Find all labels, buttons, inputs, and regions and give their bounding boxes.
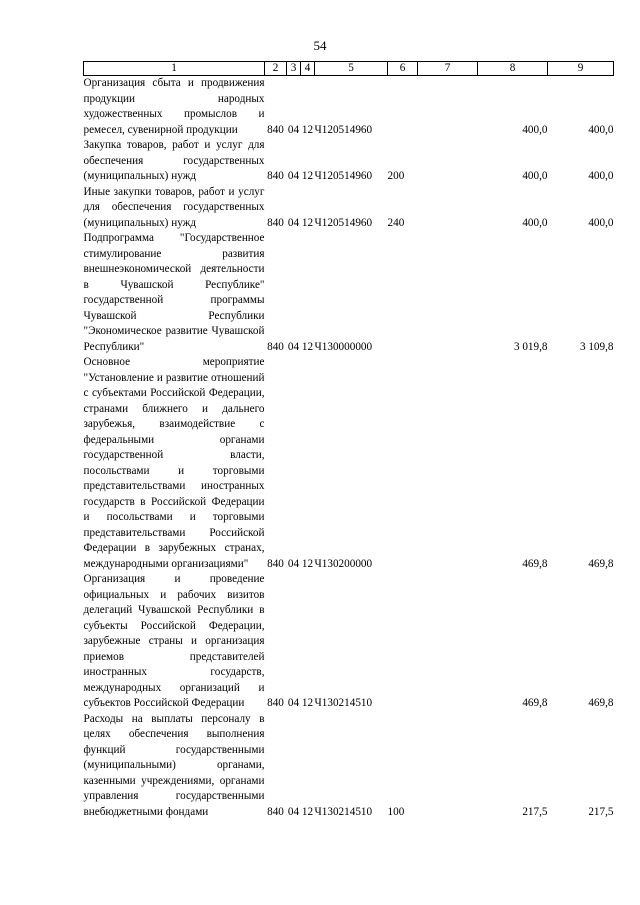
row-expense-type: 100: [387, 805, 405, 818]
page-number: 54: [313, 38, 327, 53]
row-ministry-code: 840: [267, 170, 284, 182]
row-ministry-code: 840: [267, 340, 284, 353]
row-section-code: 04: [287, 170, 300, 182]
column-header: 8: [478, 62, 548, 76]
row-target-code: Ч130214510: [314, 697, 373, 709]
table-row: [84, 76, 614, 139]
row-expense-type: 200: [387, 170, 405, 182]
table-row: [84, 712, 614, 821]
row-target-code: Ч120514960: [314, 123, 373, 136]
row-name: Подпрограмма "Государственное стимулирование развития внешнеэкономической деятельности в Чувашской Республике" государственной программы Чувашской Республики "Экономическое развитие Чувашской Республики": [83, 232, 265, 353]
row-amount-2: 400,0: [588, 170, 614, 182]
row-name: Расходы на выплаты персоналу в целях обеспечения выполнения функций государственными (муниципальными) органами, казенными учреждениями, органами управления государственными внебюджетными фондами: [83, 712, 265, 818]
row-col7: [418, 355, 478, 572]
table-header-row: [84, 62, 614, 76]
row-col7: [418, 138, 478, 185]
row-expense-type: 240: [387, 216, 405, 229]
row-col7: [418, 712, 478, 821]
row-expense-type: [388, 355, 418, 572]
row-section-code: 04: [287, 697, 300, 709]
row-expense-type: [388, 231, 418, 355]
table-row: [84, 138, 614, 185]
row-ministry-code: 840: [267, 216, 284, 229]
row-col7: [418, 231, 478, 355]
table-row: [84, 355, 614, 572]
row-name: Организация сбыта и продвижения продукции народных художественных промыслов и ремесел, сувенирной продукции: [83, 77, 265, 136]
row-target-code: Ч130000000: [314, 340, 373, 353]
budget-table: [83, 61, 614, 820]
column-header: 9: [548, 62, 614, 76]
column-header: 7: [418, 62, 478, 76]
row-name: Закупка товаров, работ и услуг для обеспечения государственных (муниципальных) нужд: [83, 139, 265, 182]
row-target-code: Ч130214510: [314, 805, 373, 818]
row-ministry-code: 840: [267, 805, 284, 818]
row-name: Основное мероприятие "Установление и развитие отношений с субъектами Российской Федерации, странами ближнего и дальнего зарубежья, взаимодействие с федеральными органами государственной власти, посольствами и торговыми представительствами иностранных государств в Российской Федерации и посольствами и торговыми представительствами Российской Федерации в зарубежных странах, международными организациями": [83, 356, 265, 570]
row-amount-1: 217,5: [522, 805, 548, 818]
row-section-code: 04: [287, 216, 300, 229]
row-target-code: Ч130200000: [314, 557, 373, 570]
row-ministry-code: 840: [267, 557, 284, 570]
table-row: [84, 572, 614, 712]
column-header: 5: [315, 62, 388, 76]
row-amount-2: 400,0: [588, 123, 614, 136]
row-subsection-code: 12: [301, 805, 314, 818]
row-target-code: Ч120514960: [314, 216, 373, 229]
row-subsection-code: 12: [301, 340, 314, 353]
row-amount-1: 469,8: [522, 697, 548, 709]
row-amount-1: 400,0: [522, 170, 548, 182]
row-amount-2: 3 109,8: [579, 340, 614, 353]
row-expense-type: [388, 76, 418, 139]
row-subsection-code: 12: [301, 216, 314, 229]
column-header: 6: [388, 62, 418, 76]
row-ministry-code: 840: [267, 123, 284, 136]
row-section-code: 04: [287, 123, 300, 136]
row-amount-1: 469,8: [522, 557, 548, 570]
row-subsection-code: 12: [301, 170, 314, 182]
column-header: 2: [265, 62, 287, 76]
table-row: [84, 185, 614, 232]
row-expense-type: [388, 572, 418, 712]
row-amount-1: 3 019,8: [513, 340, 548, 353]
row-amount-1: 400,0: [522, 123, 548, 136]
row-col7: [418, 185, 478, 232]
row-target-code: Ч120514960: [314, 170, 373, 182]
row-section-code: 04: [287, 805, 300, 818]
row-name: Иные закупки товаров, работ и услуг для обеспечения государственных (муниципальных) нужд: [83, 185, 265, 229]
row-subsection-code: 12: [301, 557, 314, 570]
row-amount-2: 217,5: [588, 805, 614, 818]
row-section-code: 04: [287, 340, 300, 353]
row-amount-1: 400,0: [522, 216, 548, 229]
column-header: 4: [301, 62, 315, 76]
row-amount-2: 469,8: [588, 557, 614, 570]
row-section-code: 04: [287, 557, 300, 570]
row-name: Организация и проведение официальных и рабочих визитов делегаций Чувашской Республики в субъекты Российской Федерации, зарубежные страны и организация приемов представителей иностранных государств, международных организаций и субъектов Российской Федерации: [83, 573, 265, 709]
row-col7: [418, 572, 478, 712]
column-header: 1: [84, 62, 265, 76]
row-ministry-code: 840: [267, 697, 284, 709]
table-row: [84, 231, 614, 355]
row-amount-2: 400,0: [588, 216, 614, 229]
column-header: 3: [287, 62, 301, 76]
row-col7: [418, 76, 478, 139]
row-subsection-code: 12: [301, 697, 314, 709]
row-subsection-code: 12: [301, 123, 314, 136]
row-amount-2: 469,8: [588, 697, 614, 709]
